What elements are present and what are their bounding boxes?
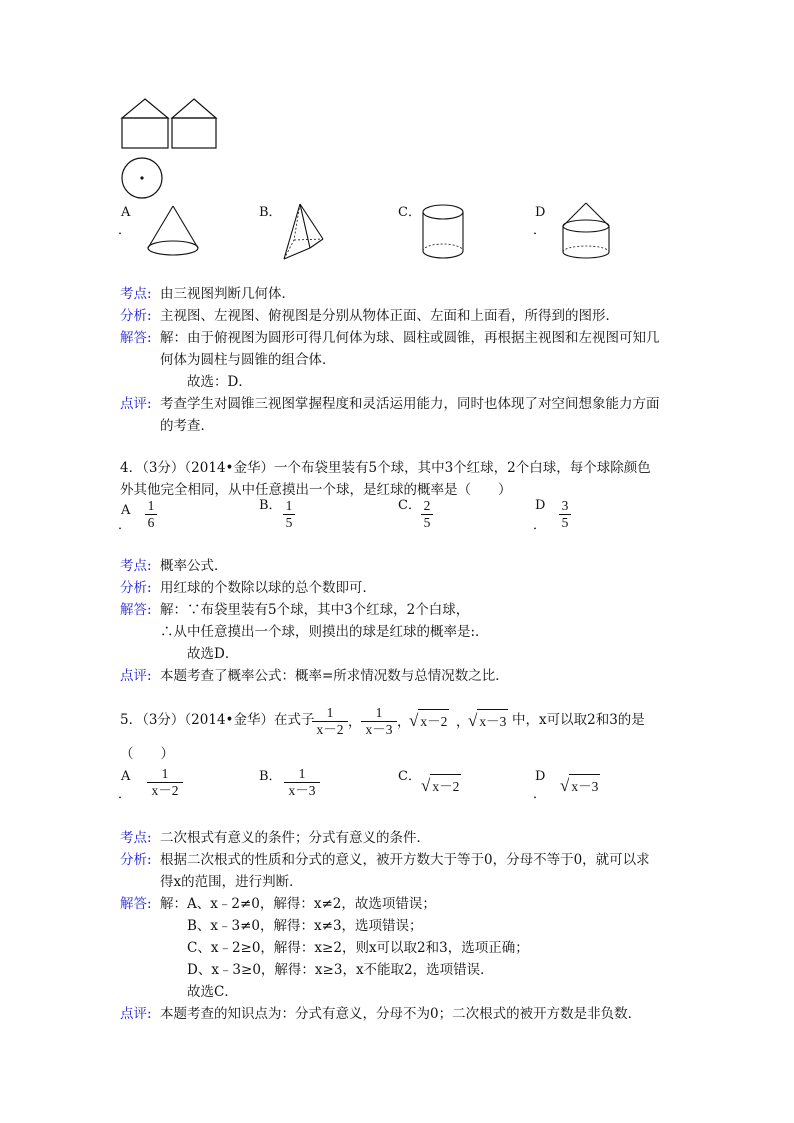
jieda-text: 故选D．	[187, 646, 239, 662]
fenxi-label: 分析:	[120, 580, 152, 596]
numerator: 1	[285, 498, 293, 513]
jieda-text: 何体为圆柱与圆锥的组合体．	[160, 352, 336, 368]
dianping-text: 考查学生对圆锥三视图掌握程度和灵活运用能力，同时也体现了对空间想象能力方面	[160, 396, 660, 412]
option-d-fraction	[559, 499, 571, 529]
option-d-dot: ．	[533, 223, 547, 238]
option-d-radical: √ x－3	[560, 776, 599, 795]
numerator: 3	[561, 498, 569, 513]
top-view-figure	[120, 157, 166, 201]
option-c-label: C．	[398, 769, 421, 784]
denominator: 5	[561, 514, 569, 530]
option-a-label: A	[121, 769, 131, 784]
option-a-fraction	[145, 499, 157, 529]
kaodian-text: 由三视图判断几何体．	[160, 286, 295, 302]
kaodian-label: 考点:	[120, 830, 152, 846]
option-c-radical: √ x－2	[421, 776, 460, 795]
question-4-stem: 外其他完全相同，从中任意摸出一个球，是红球的概率是（ ）	[120, 482, 512, 498]
jieda-text: 解：∵布袋里装有5个球，其中3个红球，2个白球，	[160, 602, 470, 618]
option-d-dot: ．	[533, 518, 547, 533]
pyramid-figure	[280, 203, 326, 261]
dianping-label: 点评:	[120, 396, 152, 412]
option-c-fraction	[421, 499, 433, 529]
kaodian-text: 概率公式．	[160, 558, 228, 574]
option-d-label: D	[535, 205, 546, 220]
stem-comma: ，	[348, 714, 362, 730]
denominator: 5	[423, 514, 431, 530]
denominator: 6	[147, 514, 155, 530]
jieda-text: 故选C．	[187, 984, 238, 1000]
option-d-label: D	[535, 498, 546, 513]
option-b-fraction	[283, 499, 295, 529]
jieda-text: ∴从中任意摸出一个球，则摸出的球是红球的概率是:．	[160, 624, 489, 640]
question-5-stem: （ ）	[120, 746, 174, 762]
fenxi-text: 用红球的个数除以球的总个数即可．	[160, 580, 376, 596]
front-view-figure	[120, 98, 170, 150]
option-c-label: C．	[398, 205, 421, 220]
jieda-label: 解答:	[120, 330, 152, 346]
jieda-text: B、x﹣3≠0，解得：x≠3，选项错误；	[187, 918, 423, 934]
fenxi-label: 分析:	[120, 852, 152, 868]
option-b-label: B．	[259, 205, 282, 220]
fenxi-label: 分析:	[120, 308, 152, 324]
option-a-dot: ．	[118, 787, 132, 802]
jieda-text: 故选：D．	[187, 374, 252, 390]
cylinder-figure	[421, 203, 467, 261]
fenxi-text: 根据二次根式的性质和分式的意义，被开方数大于等于0，分母不等于0，就可以求	[160, 852, 650, 868]
question-5-stem: 中，x可以取2和3的是	[512, 712, 645, 728]
cone-on-cylinder-figure	[560, 202, 612, 262]
stem-comma: ，	[397, 714, 411, 730]
numerator: 1	[147, 498, 155, 513]
numerator: 2	[423, 498, 431, 513]
question-4-stem: 4．（3分）（2014•金华）一个布袋里装有5个球，其中3个红球，2个白球，每个球除颜色	[120, 460, 651, 476]
fenxi-text: 得x的范围，进行判断．	[160, 874, 303, 890]
dianping-text: 的考查．	[160, 418, 214, 434]
jieda-text: 解：由于俯视图为圆形可得几何体为球、圆柱或圆锥，再根据主视图和左视图可知几	[160, 330, 660, 346]
fenxi-text: 主视图、左视图、俯视图是分别从物体正面、左面和上面看，所得到的图形．	[160, 308, 619, 324]
option-d-dot: ．	[533, 787, 547, 802]
denominator: 5	[285, 514, 293, 530]
option-b-fraction: 1 x－3	[284, 767, 320, 797]
jieda-label: 解答:	[120, 602, 152, 618]
option-a-fraction: 1 x－2	[147, 767, 183, 797]
jieda-label: 解答:	[120, 896, 152, 912]
side-view-figure	[170, 98, 220, 150]
option-a-label: A	[121, 205, 131, 220]
stem-fraction-b: 1 x－3	[361, 706, 397, 736]
cone-figure	[146, 205, 202, 257]
dianping-text: 本题考查了概率公式：概率=所求情况数与总情况数之比．	[160, 668, 509, 684]
jieda-text: 解：A、x﹣2≠0，解得：x≠2，故选项错误；	[160, 896, 436, 912]
jieda-text: D、x﹣3≥0，解得：x≥3，x不能取2，选项错误．	[187, 962, 494, 978]
stem-radical-b: √ x－3	[468, 711, 507, 730]
option-a-dot: ．	[118, 518, 132, 533]
option-a-dot: ．	[118, 223, 132, 238]
dianping-label: 点评:	[120, 668, 152, 684]
option-b-label: B．	[259, 769, 282, 784]
stem-fraction-a: 1 x－2	[312, 706, 348, 736]
option-b-label: B．	[259, 498, 282, 513]
dianping-label: 点评:	[120, 1006, 152, 1022]
kaodian-label: 考点:	[120, 286, 152, 302]
jieda-text: C、x﹣2≥0，解得：x≥2，则x可以取2和3，选项正确；	[187, 940, 529, 956]
option-d-label: D	[535, 769, 546, 784]
kaodian-label: 考点:	[120, 558, 152, 574]
question-5-stem: 5．（3分）（2014•金华）在式子	[120, 712, 315, 728]
stem-comma: ，	[456, 714, 470, 730]
option-c-label: C．	[398, 498, 421, 513]
kaodian-text: 二次根式有意义的条件；分式有意义的条件．	[160, 830, 430, 846]
stem-radical-a: √ x－2	[409, 711, 448, 730]
dianping-text: 本题考查的知识点为：分式有意义，分母不为0；二次根式的被开方数是非负数．	[160, 1006, 642, 1022]
option-a-label: A	[121, 503, 131, 518]
